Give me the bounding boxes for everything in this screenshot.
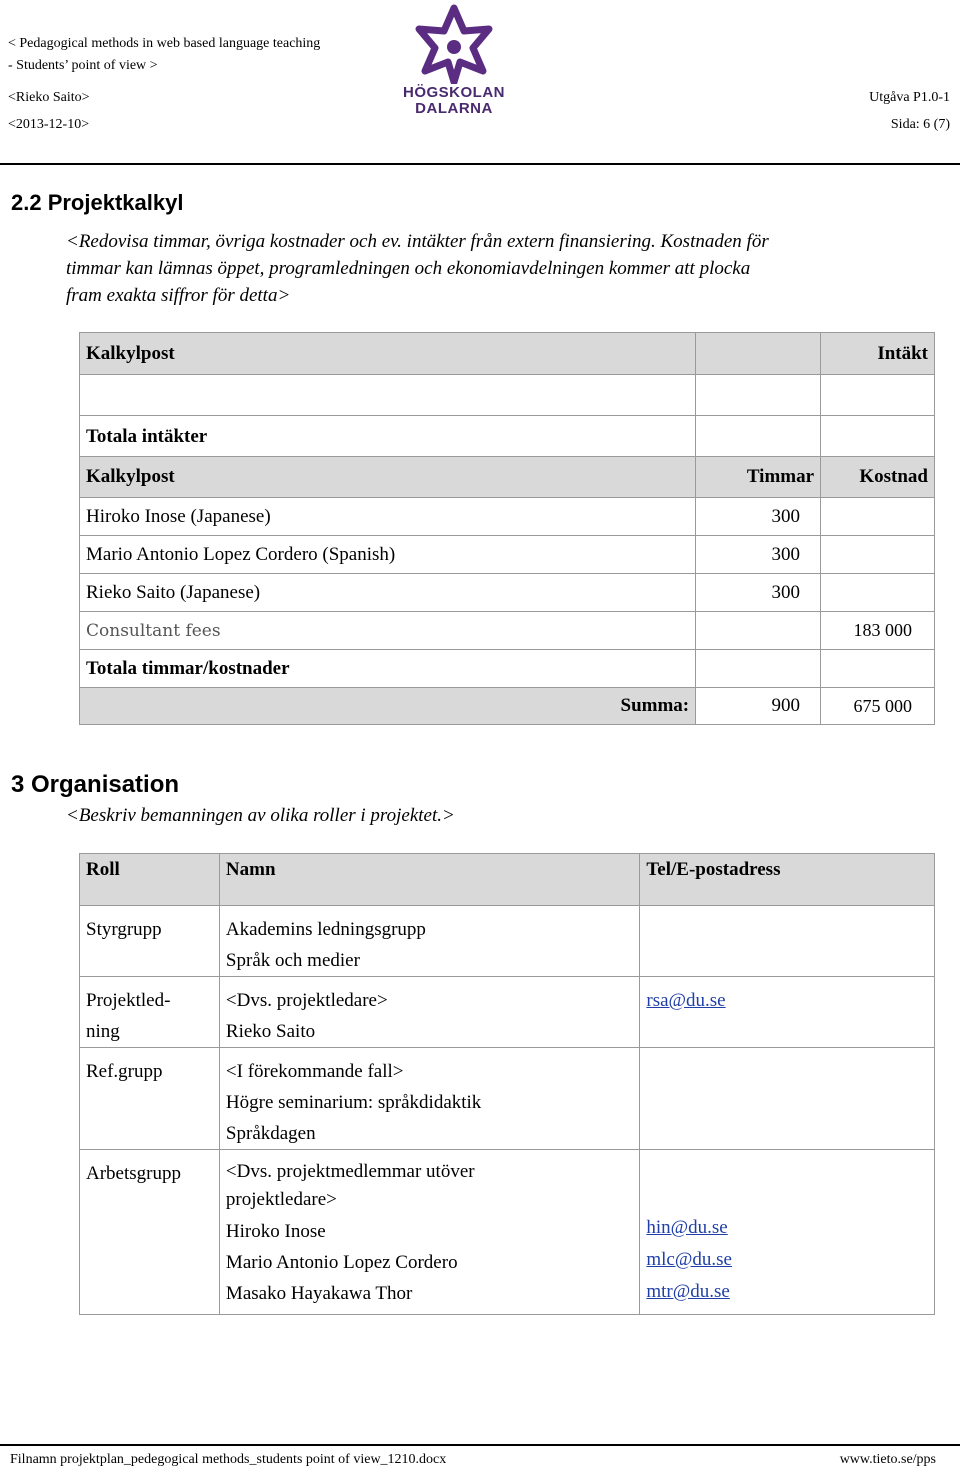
document-title-line1: < Pedagogical methods in web based language teaching xyxy=(8,36,321,51)
section-heading-projektkalkyl: 2.2 Projektkalkyl xyxy=(11,190,184,215)
cost-header-cost: Kostnad xyxy=(821,457,935,498)
cost-header-hours: Timmar xyxy=(696,457,821,498)
cost-header-row xyxy=(80,457,935,498)
university-logo xyxy=(398,4,510,116)
cost-row-hours: 300 xyxy=(696,498,821,536)
org-row-role: Projektled- ning xyxy=(80,977,220,1048)
budget-table xyxy=(79,332,935,725)
org-header-contact: Tel/E-postadress xyxy=(640,854,935,906)
sum-label: Summa: xyxy=(80,688,696,725)
cost-header-item: Kalkylpost xyxy=(80,457,696,498)
cost-row xyxy=(80,574,935,612)
org-row-role: Arbetsgrupp xyxy=(80,1150,220,1315)
footer-url: www.tieto.se/pps xyxy=(839,1452,936,1467)
flower-star-icon xyxy=(398,4,510,84)
total-costs-label: Totala timmar/kostnader xyxy=(80,650,696,688)
date: <2013-12-10> xyxy=(8,117,90,132)
section-description-line1: <Redovisa timmar, övriga kostnader och ev. intäkter från extern finansiering. Kostnaden för xyxy=(66,231,769,252)
section-heading-organisation: 3 Organisation xyxy=(11,771,180,798)
footer-filename: Filnamn projektplan_pedegogical methods_students point of view_1210.docx xyxy=(10,1452,447,1467)
income-empty-row xyxy=(80,375,935,416)
cost-row-cost xyxy=(821,574,935,612)
org-header-name: Namn xyxy=(219,854,639,906)
email-link[interactable]: mtr@du.se xyxy=(646,1281,730,1302)
cost-row xyxy=(80,536,935,574)
cost-row xyxy=(80,612,935,650)
email-link[interactable]: mlc@du.se xyxy=(646,1249,732,1270)
cost-row-hours: 300 xyxy=(696,574,821,612)
income-header-amount: Intäkt xyxy=(821,333,935,375)
section-description-line2: timmar kan lämnas öppet, programledningen och ekonomiavdelningen kommer att plocka xyxy=(66,258,751,279)
email-link[interactable]: hin@du.se xyxy=(646,1217,728,1238)
total-income-label: Totala intäkter xyxy=(80,416,696,457)
cost-row-hours xyxy=(696,612,821,650)
email-link[interactable]: rsa@du.se xyxy=(646,990,726,1011)
org-row-contact xyxy=(640,1048,935,1150)
page-number: Sida: 6 (7) xyxy=(890,117,950,132)
income-header-blank xyxy=(696,333,821,375)
org-header-role: Roll xyxy=(80,854,220,906)
org-row-names: <Dvs. projektmedlemmar utöver projektledare> Hiroko Inose Mario Antonio Lopez Cordero Masako Hayakawa Thor xyxy=(219,1150,639,1315)
org-row-role: Styrgrupp xyxy=(80,906,220,977)
income-header-row xyxy=(80,333,935,375)
footer-divider xyxy=(0,1444,960,1446)
org-row xyxy=(80,1150,935,1315)
cost-row-name: Mario Antonio Lopez Cordero (Spanish) xyxy=(80,536,696,574)
cost-row-cost: 183 000 xyxy=(821,612,935,650)
org-row xyxy=(80,977,935,1048)
total-costs-row xyxy=(80,650,935,688)
author: <Rieko Saito> xyxy=(8,90,90,105)
org-row xyxy=(80,906,935,977)
org-row xyxy=(80,1048,935,1150)
document-title-line2: - Students’ point of view > xyxy=(8,58,158,73)
section-description-line3: fram exakta siffror för detta> xyxy=(66,285,291,306)
cost-row-cost xyxy=(821,498,935,536)
cost-row xyxy=(80,498,935,536)
logo-text-line2: DALARNA xyxy=(415,100,493,117)
org-header-row xyxy=(80,854,935,906)
income-header-item: Kalkylpost xyxy=(80,333,696,375)
sum-hours: 900 xyxy=(696,688,821,725)
org-row-role: Ref.grupp xyxy=(80,1048,220,1150)
cost-row-name: Hiroko Inose (Japanese) xyxy=(80,498,696,536)
org-row-names: <I förekommande fall> Högre seminarium: språkdidaktik Språkdagen xyxy=(219,1048,639,1150)
organisation-table xyxy=(79,853,935,1315)
org-row-contact xyxy=(640,1150,935,1315)
version: Utgåva P1.0-1 xyxy=(869,90,950,105)
header-divider xyxy=(0,163,960,165)
cost-row-name: Rieko Saito (Japanese) xyxy=(80,574,696,612)
section-description-organisation: <Beskriv bemanningen av olika roller i projektet.> xyxy=(66,805,455,826)
org-row-contact xyxy=(640,906,935,977)
logo-text-line1: HÖGSKOLAN xyxy=(403,84,505,101)
org-row-contact xyxy=(640,977,935,1048)
cost-row-hours: 300 xyxy=(696,536,821,574)
org-row-names: Akademins ledningsgrupp Språk och medier xyxy=(219,906,639,977)
cost-row-cost xyxy=(821,536,935,574)
cost-row-name: Consultant fees xyxy=(80,612,696,650)
total-income-row xyxy=(80,416,935,457)
sum-cost: 675 000 xyxy=(821,688,935,725)
sum-row xyxy=(80,688,935,725)
org-row-names: <Dvs. projektledare> Rieko Saito xyxy=(219,977,639,1048)
